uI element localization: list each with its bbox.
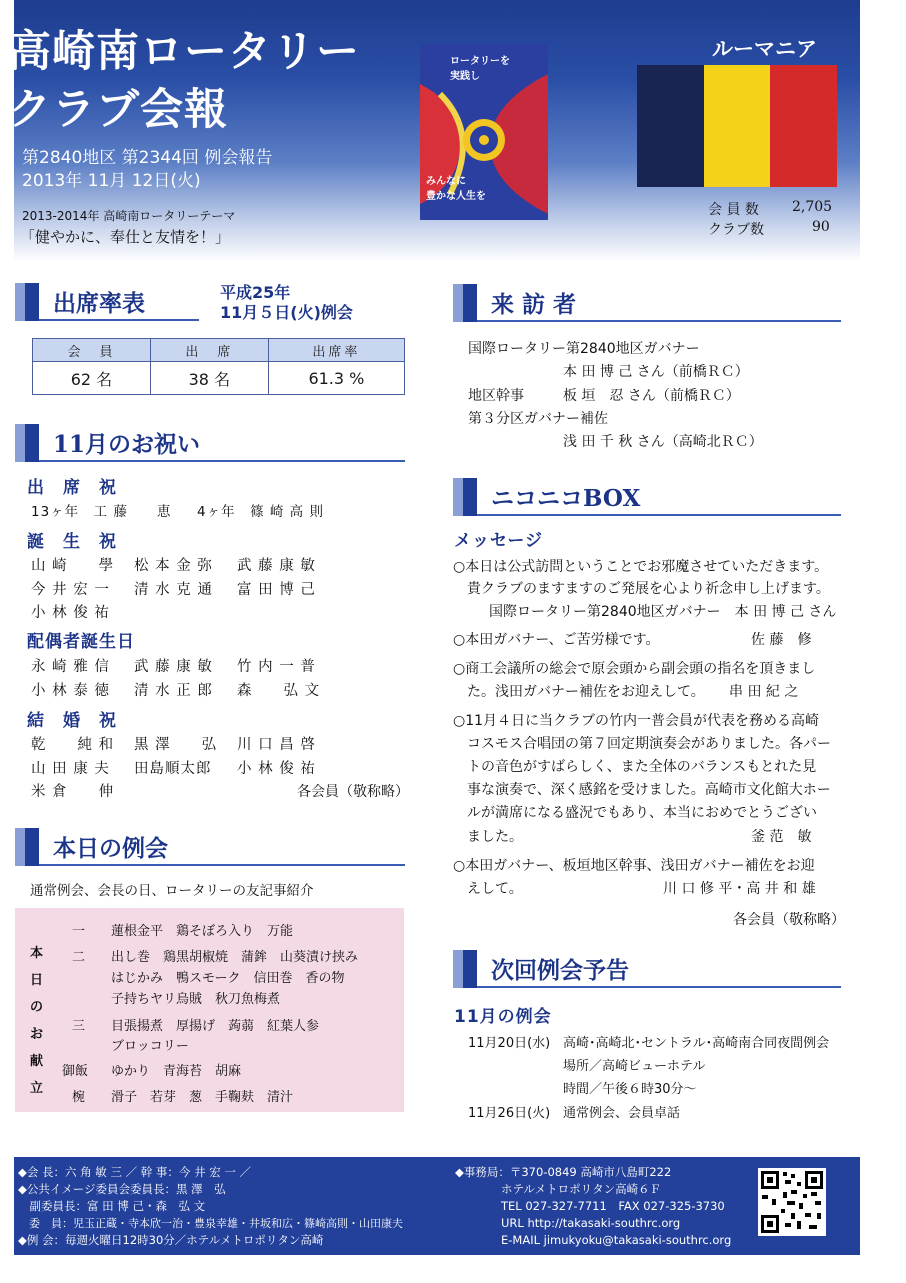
niko-title: ニコニコBOX <box>491 485 641 512</box>
footer-members: 委 員：児玉正蔵・寺本欣一治・豊泉幸雄・井坂和広・篠崎高則・山田康夫 <box>18 1217 403 1230</box>
menu-course-item: ブロッコリー <box>111 1039 189 1054</box>
footer-vice-chair: 副委員長：富 田 博 己・森 弘 文 <box>18 1199 206 1213</box>
attendance-header-members: 会 員 <box>33 339 151 362</box>
niko-section-heading <box>453 478 841 516</box>
message-signature: 川 口 修 平・高 井 和 雄 <box>663 881 816 897</box>
message-signature: 佐 藤 修 <box>751 632 812 648</box>
date-line: 2013年 11月 12日(火) <box>22 171 201 191</box>
visitor-line: 地区幹事 <box>468 388 524 404</box>
attendance-rate: 61.3 % <box>268 362 404 395</box>
club-count-label: クラブ数 <box>708 222 764 238</box>
footer-url[interactable]: URL http://takasaki-southrc.org <box>455 1216 681 1230</box>
attendance-date-2: 11月５日(火)例会 <box>220 303 353 322</box>
spouse-birthday-name: 永 崎 雅 信 <box>31 659 110 675</box>
message-line: コスモス合唱団の第７回定期演奏会がありました。各パー <box>453 736 831 752</box>
message-line: トの音色がすばらしく、また全体のバランスもとれた見 <box>453 759 817 775</box>
next-meeting-title: 次回例会予告 <box>491 957 629 984</box>
attendance-award-1: 13ヶ年 工 藤 恵 <box>31 504 172 520</box>
attendance-award-2: 4ヶ年 篠 崎 高 則 <box>197 504 324 520</box>
menu-course-key: 一 <box>72 924 86 939</box>
next-meeting-section-heading <box>453 950 841 988</box>
message-signature: 国際ロータリー第2840地区ガバナー 本 田 博 己 さん <box>489 604 837 620</box>
flag-stripe-blue <box>637 65 704 187</box>
attendance-present: 38 名 <box>150 362 268 395</box>
menu-course-item: 子持ちヤリ烏賊 秋刀魚梅煮 <box>111 992 281 1007</box>
birthday-name: 富 田 博 己 <box>237 582 316 598</box>
message-line: ○本田ガバナー、ご苦労様です。 <box>453 632 660 648</box>
message-line: ました。 <box>453 829 523 845</box>
footer-email[interactable]: E-MAIL jimukyoku@takasaki-southrc.org <box>455 1233 732 1247</box>
anniversary-name: 黒 澤 弘 <box>134 737 218 753</box>
today-section-heading <box>15 828 405 866</box>
message-line: ○商工会議所の総会で原会頭から副会頭の指名を頂きまし <box>453 661 816 677</box>
next-meeting-date: 11月26日(火) <box>468 1106 551 1121</box>
visitor-line: 本 田 博 己 さん（前橋ＲＣ） <box>563 364 749 380</box>
celebrations-note: 各会員（敬称略） <box>297 784 409 800</box>
message-line: えして。 <box>453 881 523 897</box>
birthday-name: 山 崎 學 <box>31 558 115 574</box>
message-line: 貴クラブのますますのご発展を心より祈念申し上げます。 <box>453 581 830 597</box>
attendance-header-present: 出 席 <box>150 339 268 362</box>
visitor-line: 浅 田 千 秋 さん（高崎北ＲＣ） <box>563 434 763 450</box>
newsletter-title-2: クラブ会報 <box>8 85 228 135</box>
footer-committee-chair: ◆公共イメージ委員会委員長：黒 澤 弘 <box>18 1182 226 1196</box>
footer-office: ◆事務局：〒370-0849 高崎市八島町222 <box>455 1165 672 1179</box>
spouse-birthday-name: 森 弘 文 <box>237 683 321 699</box>
member-count-value: 2,705 <box>792 199 833 215</box>
menu-course-item: 滑子 若芽 葱 手鞠麸 清汁 <box>111 1090 294 1105</box>
message-line: ○本日は公式訪問ということでお邪魔させていただきます。 <box>453 559 829 575</box>
celebrations-title: 11月のお祝い <box>53 431 201 458</box>
message-line: ○11月４日に当クラブの竹内一普会員が代表を務める高崎 <box>453 713 820 729</box>
spouse-birthday-name: 武 藤 康 敏 <box>134 659 213 675</box>
spouse-birthday-name: 竹 内 一 普 <box>237 659 316 675</box>
district-line: 第2840地区 第2344回 例会報告 <box>22 148 273 168</box>
next-meeting-text: 通常例会、会員卓話 <box>563 1106 681 1121</box>
visitor-line: 板 垣 忍 さん（前橋ＲＣ） <box>563 388 740 404</box>
footer-meeting: ◆例 会：毎週火曜日12時30分／ホテルメトロポリタン高崎 <box>18 1233 324 1247</box>
message-line: 事な演奏で、深く感銘を受けました。高崎市文化館大ホー <box>453 782 831 798</box>
attendance-members: 62 名 <box>33 362 151 395</box>
menu-course-key: 御飯 <box>62 1064 89 1079</box>
anniversary-name: 乾 純 和 <box>31 737 115 753</box>
birthday-name: 清 水 克 通 <box>134 582 213 598</box>
anniversary-name: 川 口 昌 啓 <box>237 737 316 753</box>
anniversary-name: 米 倉 伸 <box>31 784 115 800</box>
poster-text-bottom: みんなに 豊かな人生を <box>426 176 486 202</box>
romania-flag-icon <box>637 65 837 187</box>
attendance-title: 出席率表 <box>53 290 145 317</box>
menu-course-item: 出し巻 鶏黒胡椒焼 蒲鉾 山葵漬け挟み <box>111 950 359 965</box>
visitor-line: 国際ロータリー第2840地区ガバナー <box>468 341 700 357</box>
menu-course-item: はじかみ 鴨スモーク 信田巻 香の物 <box>111 971 345 986</box>
next-meeting-text: 時間／午後６時30分～ <box>563 1082 697 1097</box>
today-program: 通常例会、会長の日、ロータリーの友記事紹介 <box>30 883 314 899</box>
attendance-date-1: 平成25年 <box>220 283 291 302</box>
spouse-birthday-heading: 配偶者誕生日 <box>27 632 135 652</box>
member-count-label: 会 員 数 <box>708 202 759 218</box>
niko-note: 各会員（敬称略） <box>733 912 845 928</box>
country-name: ルーマニア <box>712 37 817 61</box>
menu-course-item: 目張揚煮 厚揚げ 蒟蒻 紅葉人参 <box>111 1019 320 1034</box>
birthday-name: 武 藤 康 敏 <box>237 558 316 574</box>
anniversary-name: 小 林 俊 祐 <box>237 761 316 777</box>
birthday-heading: 誕 生 祝 <box>27 532 117 552</box>
anniversary-name: 山 田 康 夫 <box>31 761 110 777</box>
menu-label: 本 日 の お 献 立 <box>30 946 44 1096</box>
theme-text: 「健やかに、奉仕と友情を！」 <box>20 228 231 246</box>
club-count-value: 90 <box>812 219 830 235</box>
message-signature: 釜 范 敏 <box>751 829 812 845</box>
today-title: 本日の例会 <box>53 835 168 862</box>
footer-office-hotel: ホテルメトロポリタン高崎６Ｆ <box>455 1182 662 1196</box>
menu-course-key: 椀 <box>72 1090 86 1105</box>
message-signature: 串 田 紀 之 <box>729 684 799 700</box>
rotary-theme-poster <box>420 44 548 220</box>
menu-course-key: 三 <box>72 1019 86 1034</box>
birthday-name: 小 林 俊 祐 <box>31 605 110 621</box>
attendance-header-rate: 出席率 <box>268 339 404 362</box>
celebrations-section-heading <box>15 424 405 462</box>
visitor-line: 第３分区ガバナー補佐 <box>468 411 608 427</box>
theme-label: 2013-2014年 高崎南ロータリーテーマ <box>22 209 236 223</box>
message-line: た。浅田ガバナー補佐をお迎えして。 <box>453 684 705 700</box>
next-meeting-text: 場所／高崎ビューホテル <box>563 1059 706 1074</box>
birthday-name: 今 井 宏 一 <box>31 582 110 598</box>
footer-officers: ◆会 長：六 角 敏 三 ／ 幹 事：今 井 宏 一 ／ <box>18 1165 252 1179</box>
visitors-title: 来 訪 者 <box>491 291 577 318</box>
message-line: ○本田ガバナー、板垣地区幹事、浅田ガバナー補佐をお迎 <box>453 858 815 874</box>
anniversary-name: 田島順太郎 <box>134 761 212 777</box>
spouse-birthday-name: 小 林 泰 徳 <box>31 683 110 699</box>
flag-stripe-yellow <box>704 65 771 187</box>
flag-stripe-red <box>770 65 837 187</box>
next-meeting-text: 高崎･高崎北･セントラル･高崎南合同夜間例会 <box>563 1036 830 1051</box>
qr-code-icon <box>758 1168 826 1236</box>
poster-text-top: ロータリーを 実践し <box>450 56 510 82</box>
attendance-award-heading: 出 席 祝 <box>27 478 117 498</box>
footer-phone: TEL 027-327-7711 FAX 027-325-3730 <box>455 1199 725 1213</box>
next-meeting-date: 11月20日(水) <box>468 1036 551 1051</box>
menu-course-item: 蓮根金平 鶏そぼろ入り 万能 <box>111 924 294 939</box>
menu-course-key: 二 <box>72 950 86 965</box>
message-subtitle: メッセージ <box>454 531 543 551</box>
newsletter-title: 高崎南ロータリー <box>8 27 360 77</box>
spouse-birthday-name: 清 水 正 郎 <box>134 683 213 699</box>
anniversary-heading: 結 婚 祝 <box>27 711 117 731</box>
birthday-name: 松 本 金 弥 <box>134 558 213 574</box>
attendance-table <box>32 338 405 395</box>
menu-course-item: ゆかり 青海苔 胡麻 <box>111 1064 242 1079</box>
visitors-section-heading <box>453 284 841 322</box>
next-meeting-subtitle: 11月の例会 <box>454 1007 552 1027</box>
message-line: ルが満席になる盛況でもあり、本当におめでとうござい <box>453 805 817 821</box>
